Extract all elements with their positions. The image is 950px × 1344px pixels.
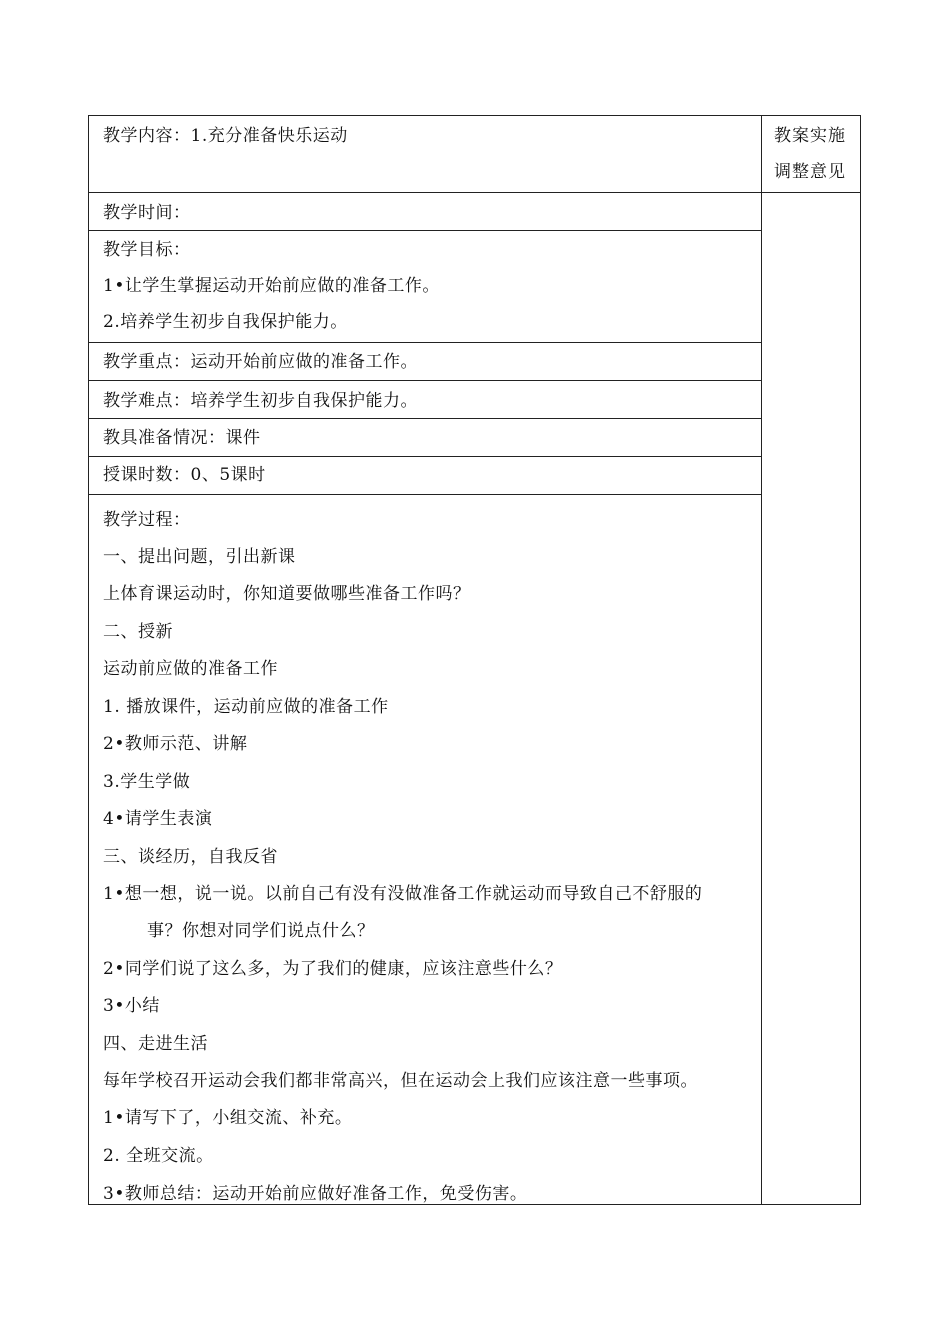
process-line: 一、提出问题，引出新课 [103, 547, 296, 567]
process-line: 3•小结 [103, 996, 160, 1016]
teaching-goal-2: 2.培养学生初步自我保护能力。 [103, 312, 348, 332]
teaching-content: 教学内容：1.充分准备快乐运动 [103, 126, 348, 146]
row-divider-goals [89, 342, 761, 343]
row-divider-difficulty [89, 418, 761, 419]
process-line: 1•想一想，说一说。以前自己有没有没做准备工作就运动而导致自己不舒服的 [103, 884, 703, 904]
row-divider-time [89, 230, 761, 231]
row-divider-key-point [89, 380, 761, 381]
teaching-goals-title: 教学目标： [103, 240, 191, 260]
process-line: 1•请写下了，小组交流、补充。 [103, 1108, 353, 1128]
process-line-continued: 事？你想对同学们说点什么？ [147, 921, 375, 941]
process-line: 3.学生学做 [103, 772, 191, 792]
process-line: 三、谈经历，自我反省 [103, 847, 278, 867]
materials: 教具准备情况：课件 [103, 428, 261, 448]
side-heading-line-1: 教案实施 [774, 126, 846, 146]
process-line: 运动前应做的准备工作 [103, 659, 278, 679]
process-line: 4•请学生表演 [103, 809, 213, 829]
teaching-time: 教学时间： [103, 203, 191, 223]
lesson-plan-table [88, 115, 861, 1205]
process-line: 四、走进生活 [103, 1034, 208, 1054]
key-point: 教学重点：运动开始前应做的准备工作。 [103, 352, 418, 372]
process-line: 1. 播放课件，运动前应做的准备工作 [103, 697, 389, 717]
process-line: 3•教师总结：运动开始前应做好准备工作，免受伤害。 [103, 1184, 528, 1204]
process-title: 教学过程： [103, 510, 191, 530]
process-line: 2•教师示范、讲解 [103, 734, 248, 754]
row-divider-header [89, 192, 860, 193]
process-line: 2•同学们说了这么多，为了我们的健康，应该注意些什么？ [103, 959, 563, 979]
row-divider-hours [89, 494, 761, 495]
side-heading-line-2: 调整意见 [774, 162, 846, 182]
column-divider [761, 116, 762, 1204]
class-hours: 授课时数：0、5课时 [103, 465, 266, 485]
process-line: 二、授新 [103, 622, 173, 642]
teaching-goal-1: 1•让学生掌握运动开始前应做的准备工作。 [103, 276, 440, 296]
row-divider-materials [89, 456, 761, 457]
process-line: 上体育课运动时，你知道要做哪些准备工作吗？ [103, 584, 471, 604]
difficulty: 教学难点：培养学生初步自我保护能力。 [103, 391, 418, 411]
process-line: 2. 全班交流。 [103, 1146, 214, 1166]
process-line: 每年学校召开运动会我们都非常高兴，但在运动会上我们应该注意一些事项。 [103, 1071, 698, 1091]
